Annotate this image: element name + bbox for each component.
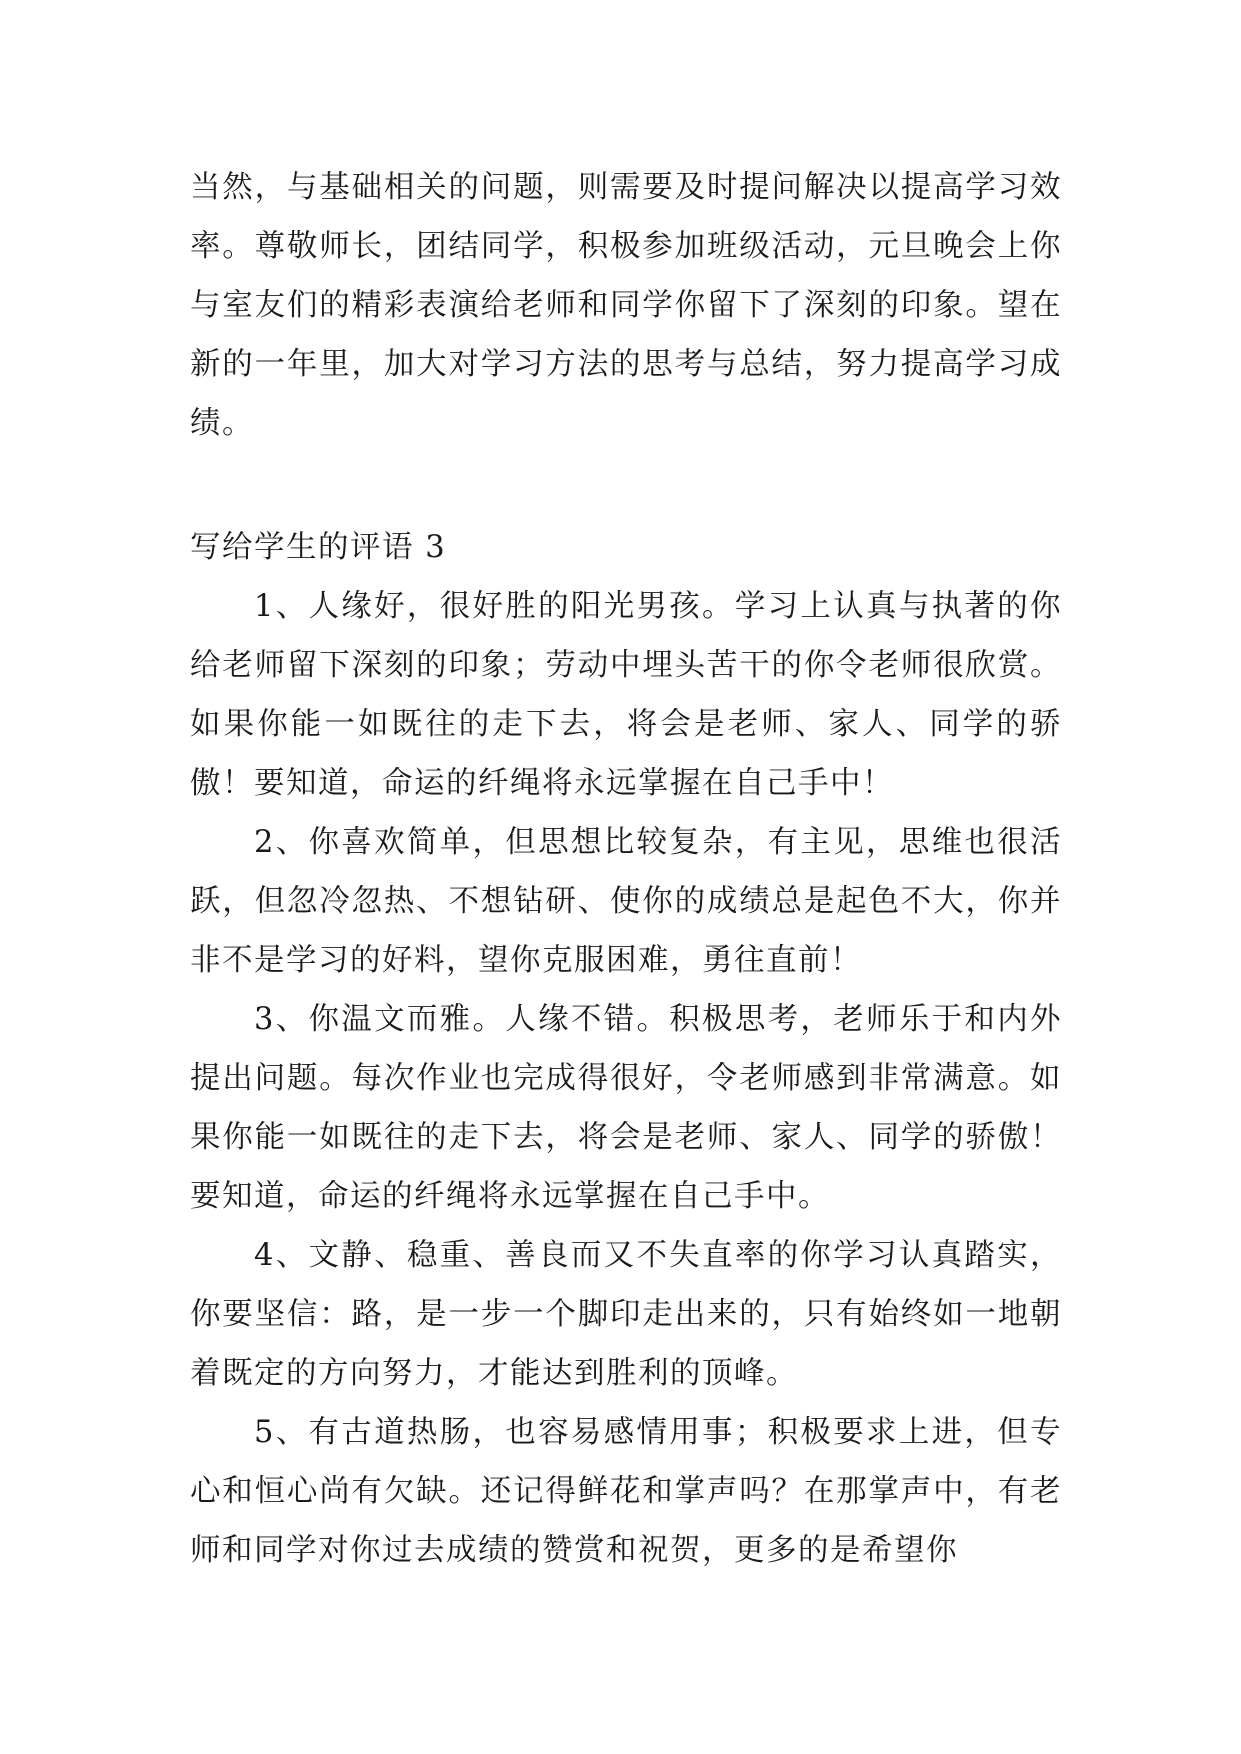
comment-item-3: 3、你温文而雅。人缘不错。积极思考，老师乐于和内外提出问题。每次作业也完成得很好，令老师感到非常满意。如果你能一如既往的走下去，将会是老师、家人、同学的骄傲！要知道，命运的纤绳将永远掌握在自己手中。 [190,1002,1062,1214]
section-title: 写给学生的评语 3 [190,530,447,565]
intro-paragraph: 当然，与基础相关的问题，则需要及时提问解决以提高学习效率。尊敬师长，团结同学，积极参加班级活动，元旦晚会上你与室友们的精彩表演给老师和同学你留下了深刻的印象。望在新的一年里，加大对学习方法的思考与总结，努力提高学习成绩。 [190,170,1062,441]
comment-item-1: 1、人缘好，很好胜的阳光男孩。学习上认真与执著的你给老师留下深刻的印象；劳动中埋头苦干的你令老师很欣赏。如果你能一如既往的走下去，将会是老师、家人、同学的骄傲！要知道，命运的纤绳将永远掌握在自己手中！ [190,589,1062,801]
comment-item-2: 2、你喜欢简单，但思想比较复杂，有主见，思维也很活跃，但忽冷忽热、不想钻研、使你的成绩总是起色不大，你并非不是学习的好料，望你克服困难，勇往直前！ [190,825,1062,978]
comment-item-4: 4、文静、稳重、善良而又不失直率的你学习认真踏实，你要坚信：路，是一步一个脚印走出来的，只有始终如一地朝着既定的方向努力，才能达到胜利的顶峰。 [190,1238,1062,1391]
comment-item-5: 5、有古道热肠，也容易感情用事；积极要求上进，但专心和恒心尚有欠缺。还记得鲜花和掌声吗？在那掌声中，有老师和同学对你过去成绩的赞赏和祝贺，更多的是希望你 [190,1415,1062,1568]
document-body [190,158,1062,1580]
